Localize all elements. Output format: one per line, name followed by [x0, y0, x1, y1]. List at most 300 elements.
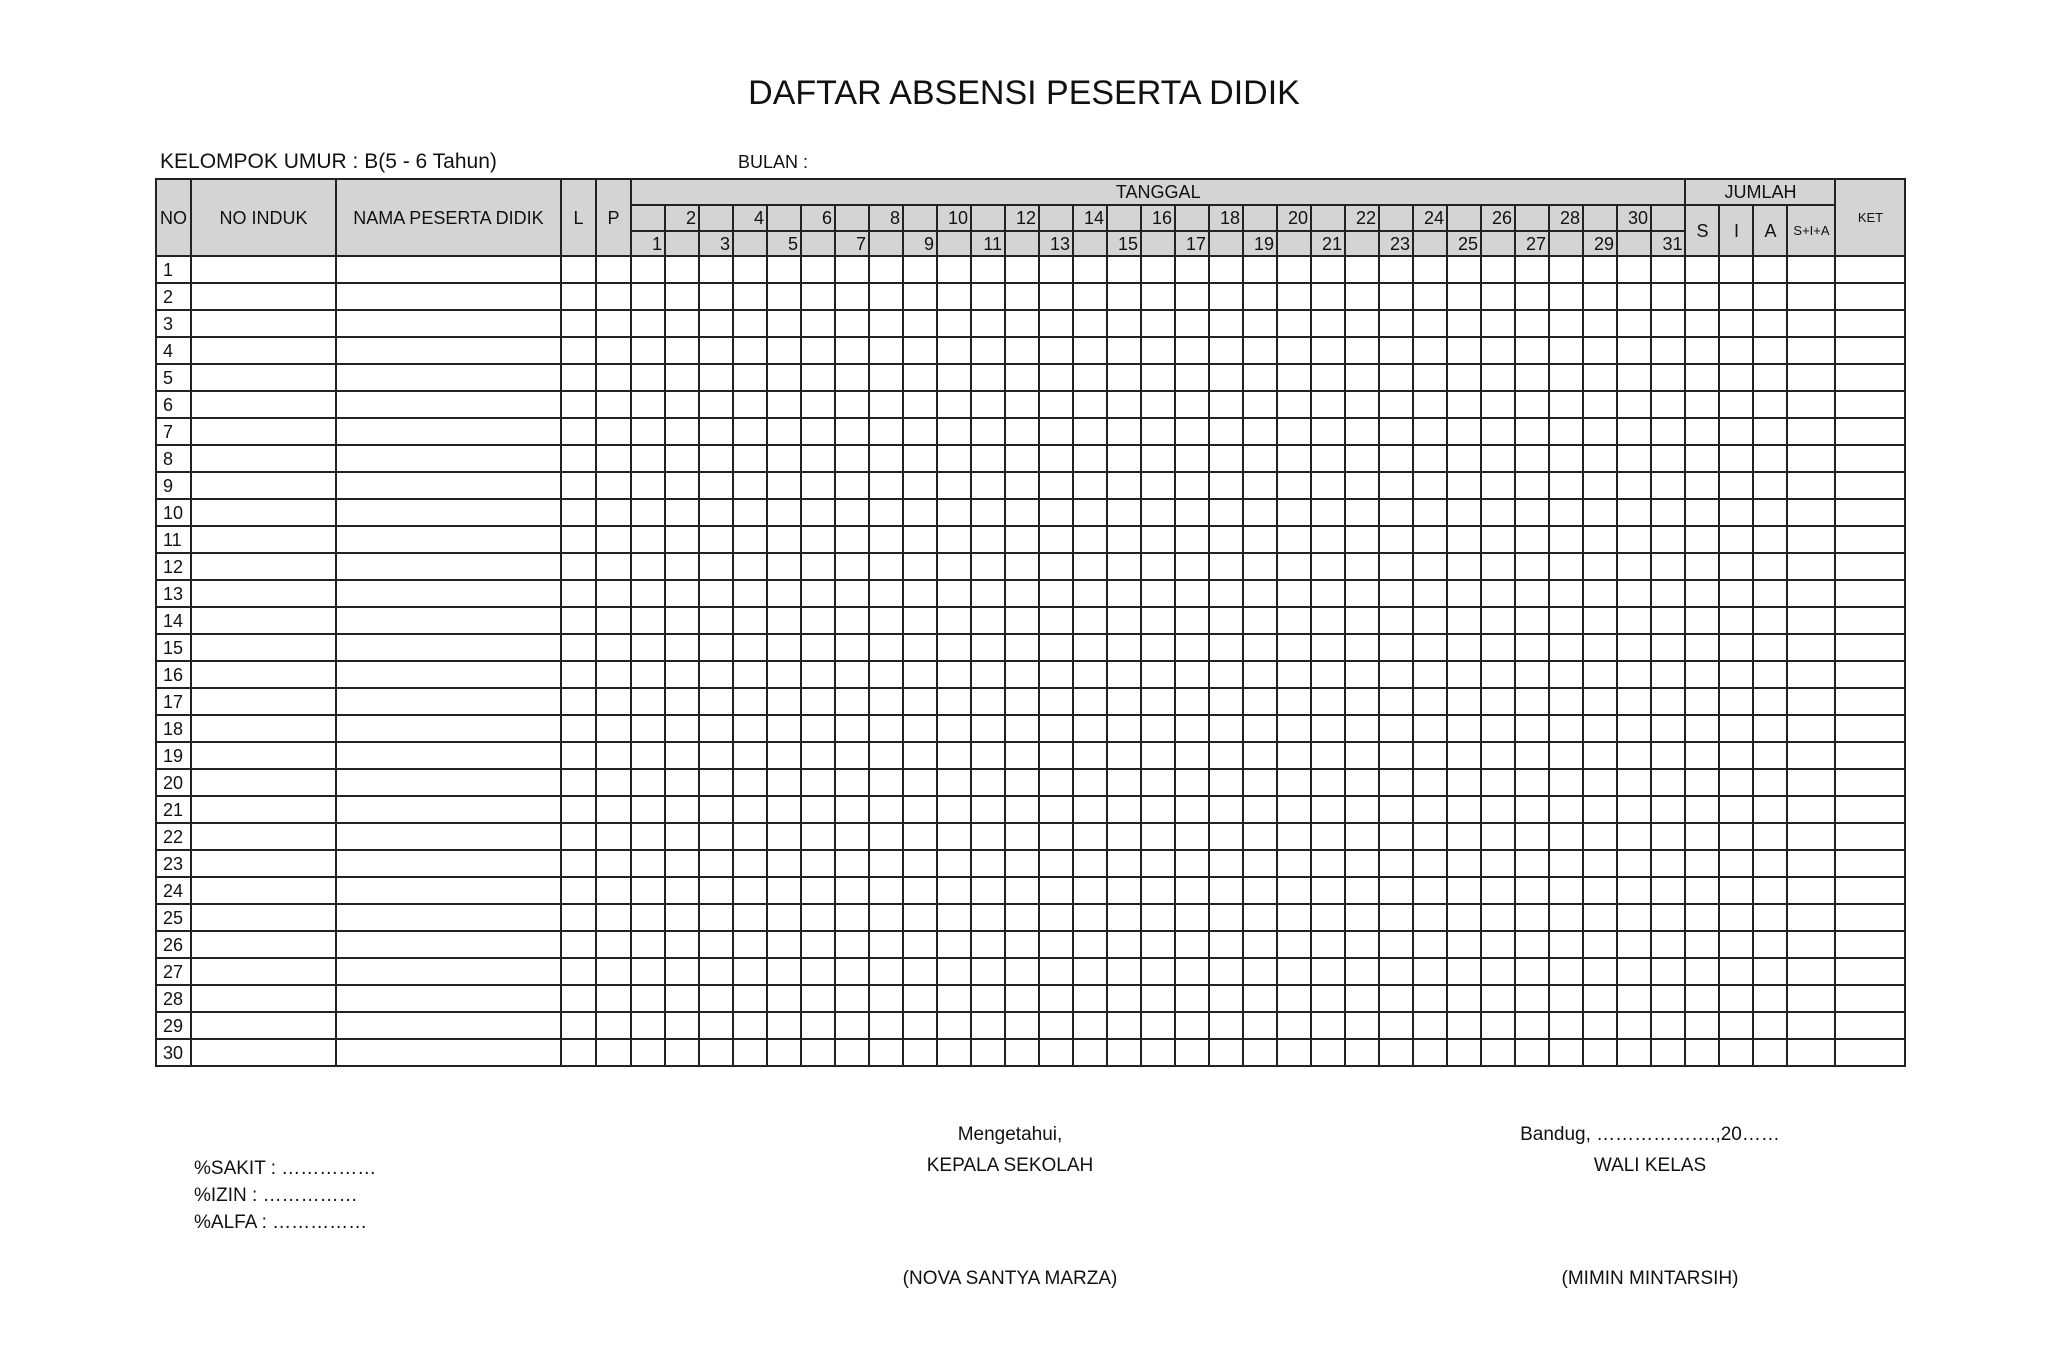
entry-cell[interactable] [631, 580, 665, 607]
entry-cell[interactable] [1107, 688, 1141, 715]
entry-cell[interactable] [1549, 1012, 1583, 1039]
entry-cell[interactable] [1243, 823, 1277, 850]
entry-cell[interactable] [1413, 904, 1447, 931]
entry-cell[interactable] [1835, 310, 1905, 337]
entry-cell[interactable] [1617, 553, 1651, 580]
entry-cell[interactable] [1835, 256, 1905, 283]
entry-cell[interactable] [561, 823, 596, 850]
entry-cell[interactable] [1039, 310, 1073, 337]
entry-cell[interactable] [1039, 337, 1073, 364]
entry-cell[interactable] [665, 850, 699, 877]
entry-cell[interactable] [1481, 499, 1515, 526]
entry-cell[interactable] [1651, 553, 1685, 580]
entry-cell[interactable] [1073, 904, 1107, 931]
entry-cell[interactable] [937, 985, 971, 1012]
entry-cell[interactable] [1515, 526, 1549, 553]
entry-cell[interactable] [1413, 337, 1447, 364]
entry-cell[interactable] [1039, 742, 1073, 769]
entry-cell[interactable] [1209, 634, 1243, 661]
entry-cell[interactable] [1685, 256, 1719, 283]
entry-cell[interactable] [1515, 769, 1549, 796]
entry-cell[interactable] [1835, 742, 1905, 769]
entry-cell[interactable] [1719, 661, 1753, 688]
entry-cell[interactable] [1277, 1012, 1311, 1039]
entry-cell[interactable] [1413, 823, 1447, 850]
entry-cell[interactable] [1107, 850, 1141, 877]
entry-cell[interactable] [767, 391, 801, 418]
entry-cell[interactable] [1005, 445, 1039, 472]
entry-cell[interactable] [903, 769, 937, 796]
entry-cell[interactable] [1583, 769, 1617, 796]
entry-cell[interactable] [1209, 607, 1243, 634]
entry-cell[interactable] [1685, 634, 1719, 661]
entry-cell[interactable] [903, 823, 937, 850]
entry-cell[interactable] [1379, 445, 1413, 472]
entry-cell[interactable] [1481, 526, 1515, 553]
entry-cell[interactable] [835, 418, 869, 445]
entry-cell[interactable] [869, 607, 903, 634]
entry-cell[interactable] [1141, 418, 1175, 445]
entry-cell[interactable] [1753, 931, 1787, 958]
entry-cell[interactable] [1039, 499, 1073, 526]
entry-cell[interactable] [1073, 580, 1107, 607]
entry-cell[interactable] [1719, 931, 1753, 958]
entry-cell[interactable] [1685, 688, 1719, 715]
entry-cell[interactable] [1005, 850, 1039, 877]
entry-cell[interactable] [1617, 661, 1651, 688]
entry-cell[interactable] [1413, 580, 1447, 607]
entry-cell[interactable] [903, 661, 937, 688]
entry-cell[interactable] [937, 580, 971, 607]
entry-cell[interactable] [1583, 850, 1617, 877]
entry-cell[interactable] [1753, 472, 1787, 499]
entry-cell[interactable] [1413, 634, 1447, 661]
entry-cell[interactable] [1243, 877, 1277, 904]
entry-cell[interactable] [869, 958, 903, 985]
entry-cell[interactable] [1107, 985, 1141, 1012]
entry-cell[interactable] [801, 553, 835, 580]
entry-cell[interactable] [1311, 1039, 1345, 1066]
entry-cell[interactable] [1515, 310, 1549, 337]
entry-cell[interactable] [1787, 418, 1835, 445]
entry-cell[interactable] [1243, 553, 1277, 580]
entry-cell[interactable] [1719, 256, 1753, 283]
entry-cell[interactable] [561, 688, 596, 715]
entry-cell[interactable] [561, 553, 596, 580]
entry-cell[interactable] [1787, 904, 1835, 931]
entry-cell[interactable] [1447, 364, 1481, 391]
entry-cell[interactable] [665, 931, 699, 958]
entry-cell[interactable] [1277, 985, 1311, 1012]
entry-cell[interactable] [1447, 1012, 1481, 1039]
entry-cell[interactable] [1515, 1012, 1549, 1039]
entry-cell[interactable] [1549, 526, 1583, 553]
entry-cell[interactable] [631, 607, 665, 634]
entry-cell[interactable] [1481, 931, 1515, 958]
entry-cell[interactable] [903, 418, 937, 445]
entry-cell[interactable] [1243, 499, 1277, 526]
entry-cell[interactable] [561, 418, 596, 445]
entry-cell[interactable] [1685, 985, 1719, 1012]
entry-cell[interactable] [1447, 823, 1481, 850]
entry-cell[interactable] [971, 472, 1005, 499]
entry-cell[interactable] [631, 445, 665, 472]
entry-cell[interactable] [1481, 877, 1515, 904]
entry-cell[interactable] [191, 742, 336, 769]
entry-cell[interactable] [1787, 526, 1835, 553]
entry-cell[interactable] [1787, 877, 1835, 904]
entry-cell[interactable] [1719, 337, 1753, 364]
entry-cell[interactable] [801, 418, 835, 445]
entry-cell[interactable] [1719, 499, 1753, 526]
entry-cell[interactable] [1685, 283, 1719, 310]
entry-cell[interactable] [733, 553, 767, 580]
entry-cell[interactable] [596, 499, 631, 526]
entry-cell[interactable] [1175, 769, 1209, 796]
entry-cell[interactable] [869, 688, 903, 715]
entry-cell[interactable] [733, 526, 767, 553]
entry-cell[interactable] [1039, 661, 1073, 688]
entry-cell[interactable] [1787, 337, 1835, 364]
entry-cell[interactable] [665, 526, 699, 553]
entry-cell[interactable] [1787, 472, 1835, 499]
entry-cell[interactable] [1311, 526, 1345, 553]
entry-cell[interactable] [1515, 445, 1549, 472]
entry-cell[interactable] [665, 661, 699, 688]
entry-cell[interactable] [1753, 418, 1787, 445]
entry-cell[interactable] [835, 526, 869, 553]
entry-cell[interactable] [1719, 1039, 1753, 1066]
entry-cell[interactable] [1549, 418, 1583, 445]
entry-cell[interactable] [869, 418, 903, 445]
entry-cell[interactable] [1685, 553, 1719, 580]
entry-cell[interactable] [1413, 688, 1447, 715]
entry-cell[interactable] [801, 850, 835, 877]
entry-cell[interactable] [1515, 499, 1549, 526]
entry-cell[interactable] [903, 445, 937, 472]
entry-cell[interactable] [1447, 715, 1481, 742]
entry-cell[interactable] [1345, 337, 1379, 364]
entry-cell[interactable] [1175, 310, 1209, 337]
entry-cell[interactable] [1651, 364, 1685, 391]
entry-cell[interactable] [1685, 418, 1719, 445]
entry-cell[interactable] [1617, 688, 1651, 715]
entry-cell[interactable] [801, 688, 835, 715]
entry-cell[interactable] [1005, 580, 1039, 607]
entry-cell[interactable] [903, 337, 937, 364]
entry-cell[interactable] [1651, 607, 1685, 634]
entry-cell[interactable] [1209, 1039, 1243, 1066]
entry-cell[interactable] [1481, 769, 1515, 796]
entry-cell[interactable] [1243, 715, 1277, 742]
entry-cell[interactable] [1549, 796, 1583, 823]
entry-cell[interactable] [869, 1012, 903, 1039]
entry-cell[interactable] [1583, 364, 1617, 391]
entry-cell[interactable] [1617, 1012, 1651, 1039]
entry-cell[interactable] [1073, 688, 1107, 715]
entry-cell[interactable] [596, 553, 631, 580]
entry-cell[interactable] [631, 256, 665, 283]
entry-cell[interactable] [1549, 877, 1583, 904]
entry-cell[interactable] [191, 904, 336, 931]
entry-cell[interactable] [767, 742, 801, 769]
entry-cell[interactable] [1447, 985, 1481, 1012]
entry-cell[interactable] [1787, 364, 1835, 391]
entry-cell[interactable] [1787, 553, 1835, 580]
entry-cell[interactable] [1583, 931, 1617, 958]
entry-cell[interactable] [835, 877, 869, 904]
entry-cell[interactable] [1209, 472, 1243, 499]
entry-cell[interactable] [801, 715, 835, 742]
entry-cell[interactable] [1209, 337, 1243, 364]
entry-cell[interactable] [1345, 283, 1379, 310]
entry-cell[interactable] [336, 850, 561, 877]
entry-cell[interactable] [561, 742, 596, 769]
entry-cell[interactable] [665, 715, 699, 742]
entry-cell[interactable] [801, 445, 835, 472]
entry-cell[interactable] [1685, 526, 1719, 553]
entry-cell[interactable] [971, 391, 1005, 418]
entry-cell[interactable] [1549, 553, 1583, 580]
entry-cell[interactable] [336, 499, 561, 526]
entry-cell[interactable] [665, 364, 699, 391]
entry-cell[interactable] [1549, 256, 1583, 283]
entry-cell[interactable] [733, 1039, 767, 1066]
entry-cell[interactable] [1175, 1039, 1209, 1066]
entry-cell[interactable] [1005, 256, 1039, 283]
entry-cell[interactable] [1005, 634, 1039, 661]
entry-cell[interactable] [835, 256, 869, 283]
entry-cell[interactable] [336, 472, 561, 499]
entry-cell[interactable] [191, 526, 336, 553]
entry-cell[interactable] [1209, 742, 1243, 769]
entry-cell[interactable] [1175, 904, 1209, 931]
entry-cell[interactable] [191, 634, 336, 661]
entry-cell[interactable] [903, 1012, 937, 1039]
entry-cell[interactable] [937, 1012, 971, 1039]
entry-cell[interactable] [1685, 580, 1719, 607]
entry-cell[interactable] [1447, 391, 1481, 418]
entry-cell[interactable] [835, 580, 869, 607]
entry-cell[interactable] [561, 850, 596, 877]
entry-cell[interactable] [1005, 283, 1039, 310]
entry-cell[interactable] [971, 715, 1005, 742]
entry-cell[interactable] [733, 499, 767, 526]
entry-cell[interactable] [561, 391, 596, 418]
entry-cell[interactable] [733, 958, 767, 985]
entry-cell[interactable] [1549, 904, 1583, 931]
entry-cell[interactable] [1651, 391, 1685, 418]
entry-cell[interactable] [1481, 256, 1515, 283]
entry-cell[interactable] [801, 985, 835, 1012]
entry-cell[interactable] [801, 796, 835, 823]
entry-cell[interactable] [665, 472, 699, 499]
entry-cell[interactable] [1005, 931, 1039, 958]
entry-cell[interactable] [971, 958, 1005, 985]
entry-cell[interactable] [1583, 553, 1617, 580]
entry-cell[interactable] [1413, 445, 1447, 472]
entry-cell[interactable] [1413, 796, 1447, 823]
entry-cell[interactable] [1549, 715, 1583, 742]
entry-cell[interactable] [1651, 283, 1685, 310]
entry-cell[interactable] [1651, 256, 1685, 283]
entry-cell[interactable] [336, 769, 561, 796]
entry-cell[interactable] [835, 742, 869, 769]
entry-cell[interactable] [937, 445, 971, 472]
entry-cell[interactable] [1243, 526, 1277, 553]
entry-cell[interactable] [1345, 769, 1379, 796]
entry-cell[interactable] [869, 526, 903, 553]
entry-cell[interactable] [1039, 823, 1073, 850]
entry-cell[interactable] [1515, 580, 1549, 607]
entry-cell[interactable] [191, 310, 336, 337]
entry-cell[interactable] [971, 796, 1005, 823]
entry-cell[interactable] [1787, 310, 1835, 337]
entry-cell[interactable] [1379, 1012, 1413, 1039]
entry-cell[interactable] [1413, 877, 1447, 904]
entry-cell[interactable] [1481, 364, 1515, 391]
entry-cell[interactable] [561, 256, 596, 283]
entry-cell[interactable] [937, 850, 971, 877]
entry-cell[interactable] [1651, 472, 1685, 499]
entry-cell[interactable] [1141, 877, 1175, 904]
entry-cell[interactable] [1515, 850, 1549, 877]
entry-cell[interactable] [1515, 364, 1549, 391]
entry-cell[interactable] [1549, 688, 1583, 715]
entry-cell[interactable] [561, 364, 596, 391]
entry-cell[interactable] [665, 580, 699, 607]
entry-cell[interactable] [699, 796, 733, 823]
entry-cell[interactable] [1039, 256, 1073, 283]
entry-cell[interactable] [1107, 337, 1141, 364]
entry-cell[interactable] [596, 337, 631, 364]
entry-cell[interactable] [1447, 688, 1481, 715]
entry-cell[interactable] [191, 418, 336, 445]
entry-cell[interactable] [1379, 310, 1413, 337]
entry-cell[interactable] [1243, 796, 1277, 823]
entry-cell[interactable] [631, 364, 665, 391]
entry-cell[interactable] [1175, 256, 1209, 283]
entry-cell[interactable] [1005, 742, 1039, 769]
entry-cell[interactable] [1209, 769, 1243, 796]
entry-cell[interactable] [1719, 526, 1753, 553]
entry-cell[interactable] [1481, 823, 1515, 850]
entry-cell[interactable] [191, 337, 336, 364]
entry-cell[interactable] [835, 796, 869, 823]
entry-cell[interactable] [1719, 391, 1753, 418]
entry-cell[interactable] [699, 364, 733, 391]
entry-cell[interactable] [1073, 796, 1107, 823]
entry-cell[interactable] [1175, 445, 1209, 472]
entry-cell[interactable] [596, 688, 631, 715]
entry-cell[interactable] [1311, 931, 1345, 958]
entry-cell[interactable] [1141, 796, 1175, 823]
entry-cell[interactable] [1039, 715, 1073, 742]
entry-cell[interactable] [596, 445, 631, 472]
entry-cell[interactable] [1413, 661, 1447, 688]
entry-cell[interactable] [1617, 931, 1651, 958]
entry-cell[interactable] [1209, 445, 1243, 472]
entry-cell[interactable] [1277, 931, 1311, 958]
entry-cell[interactable] [1073, 526, 1107, 553]
entry-cell[interactable] [191, 553, 336, 580]
entry-cell[interactable] [1345, 850, 1379, 877]
entry-cell[interactable] [1073, 256, 1107, 283]
entry-cell[interactable] [191, 877, 336, 904]
entry-cell[interactable] [1243, 310, 1277, 337]
entry-cell[interactable] [1787, 958, 1835, 985]
entry-cell[interactable] [1243, 580, 1277, 607]
entry-cell[interactable] [1787, 1039, 1835, 1066]
entry-cell[interactable] [1835, 1039, 1905, 1066]
entry-cell[interactable] [1039, 607, 1073, 634]
entry-cell[interactable] [1481, 958, 1515, 985]
entry-cell[interactable] [699, 877, 733, 904]
entry-cell[interactable] [561, 283, 596, 310]
entry-cell[interactable] [336, 580, 561, 607]
entry-cell[interactable] [835, 823, 869, 850]
entry-cell[interactable] [903, 904, 937, 931]
entry-cell[interactable] [631, 904, 665, 931]
entry-cell[interactable] [1277, 688, 1311, 715]
entry-cell[interactable] [1311, 958, 1345, 985]
entry-cell[interactable] [733, 418, 767, 445]
entry-cell[interactable] [903, 688, 937, 715]
entry-cell[interactable] [1379, 634, 1413, 661]
entry-cell[interactable] [1345, 688, 1379, 715]
entry-cell[interactable] [1515, 931, 1549, 958]
entry-cell[interactable] [1481, 634, 1515, 661]
entry-cell[interactable] [835, 607, 869, 634]
entry-cell[interactable] [1787, 1012, 1835, 1039]
entry-cell[interactable] [699, 688, 733, 715]
entry-cell[interactable] [191, 850, 336, 877]
entry-cell[interactable] [1515, 877, 1549, 904]
entry-cell[interactable] [1209, 526, 1243, 553]
entry-cell[interactable] [561, 931, 596, 958]
entry-cell[interactable] [903, 715, 937, 742]
entry-cell[interactable] [1753, 904, 1787, 931]
entry-cell[interactable] [1243, 742, 1277, 769]
entry-cell[interactable] [1753, 850, 1787, 877]
entry-cell[interactable] [561, 877, 596, 904]
entry-cell[interactable] [596, 310, 631, 337]
entry-cell[interactable] [1039, 688, 1073, 715]
entry-cell[interactable] [1175, 688, 1209, 715]
entry-cell[interactable] [596, 364, 631, 391]
entry-cell[interactable] [1345, 796, 1379, 823]
entry-cell[interactable] [1413, 958, 1447, 985]
entry-cell[interactable] [1719, 688, 1753, 715]
entry-cell[interactable] [1651, 877, 1685, 904]
entry-cell[interactable] [801, 283, 835, 310]
entry-cell[interactable] [1209, 877, 1243, 904]
entry-cell[interactable] [1835, 931, 1905, 958]
entry-cell[interactable] [1379, 256, 1413, 283]
entry-cell[interactable] [1617, 823, 1651, 850]
entry-cell[interactable] [191, 580, 336, 607]
entry-cell[interactable] [191, 445, 336, 472]
entry-cell[interactable] [1311, 742, 1345, 769]
entry-cell[interactable] [191, 715, 336, 742]
entry-cell[interactable] [1141, 472, 1175, 499]
entry-cell[interactable] [1835, 472, 1905, 499]
entry-cell[interactable] [767, 418, 801, 445]
entry-cell[interactable] [1277, 796, 1311, 823]
entry-cell[interactable] [1481, 661, 1515, 688]
entry-cell[interactable] [903, 931, 937, 958]
entry-cell[interactable] [903, 526, 937, 553]
